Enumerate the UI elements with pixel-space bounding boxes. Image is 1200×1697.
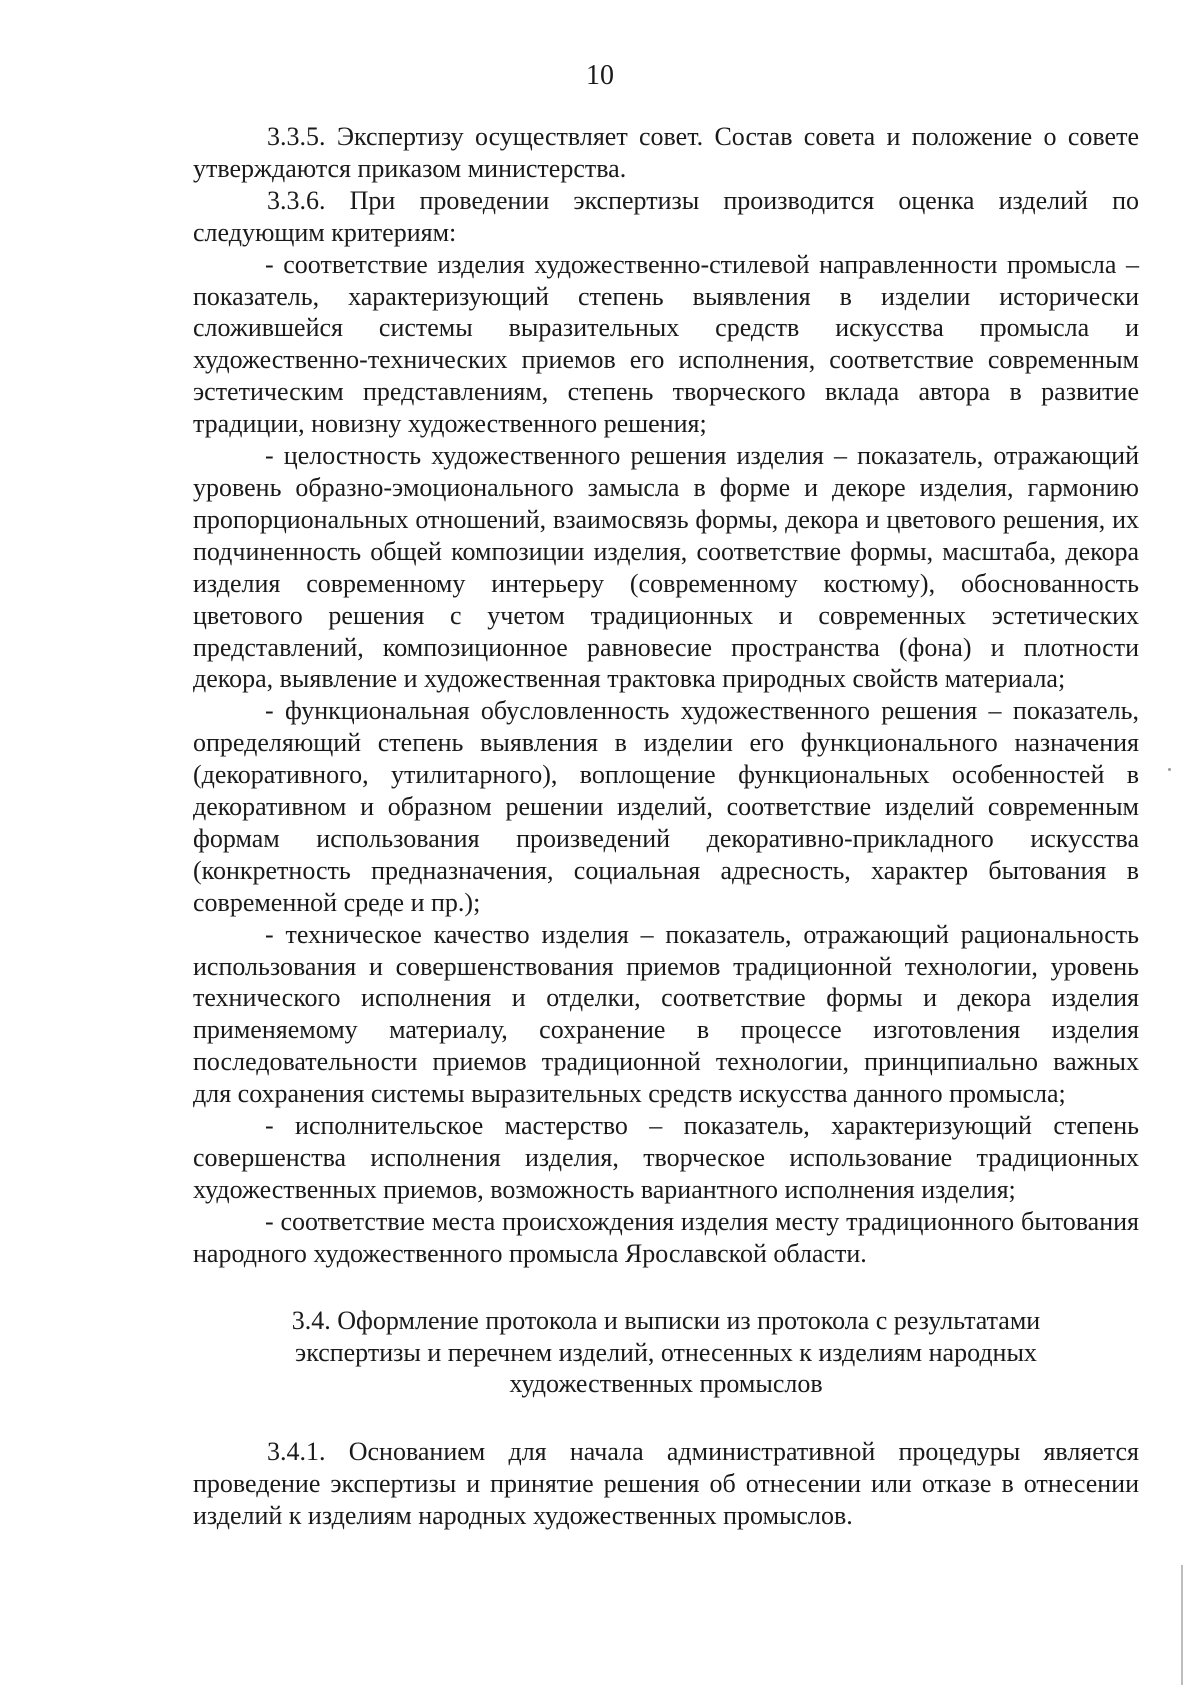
criterion-functional: - функциональная обусловленность художественного решения – показатель, определяющий степень выявления в изделии его функционального назначения (декоративного, утилитарного), воплощение функциональных особенностей в декоративном и образном решении изделий, соответствие изделий современным формам использования произведений декоративно-прикладного искусства (конкретность предназначения, социальная адресность, характер бытования в современной среде и пр.); [193, 696, 1139, 917]
document-body [193, 121, 1139, 1532]
page-number: 10 [586, 60, 614, 91]
criterion-integrity: - целостность художественного решения изделия – показатель, отражающий уровень образно-эмоционального замысла в форме и декоре изделия, гармонию пропорциональных отношений, взаимосвязь формы, декора и цветового решения, их подчиненность общей композиции изделия, соответствие формы, масштаба, декора изделия современному интерьеру (современному костюму), обоснованность цветового решения с учетом традиционных и современных эстетических представлений, композиционное равновесие пространства (фона) и плотности декора, выявление и художественная трактовка природных свойств материала; [193, 441, 1139, 694]
scan-artifact-line [1181, 1565, 1183, 1685]
criterion-stylistic: - соответствие изделия художественно-стилевой направленности промысла – показатель, характеризующий степень выявления в изделии исторически сложившейся системы выразительных средств искусства промысла и художественно-технических приемов его исполнения, соответствие современным эстетическим представлениям, степень творческого вклада автора в развитие традиции, новизну художественного решения; [193, 249, 1139, 439]
scan-artifact-dot [1168, 768, 1171, 771]
criterion-mastery: - исполнительское мастерство – показатель, характеризующий степень совершенства исполнения изделия, творческое использование традиционных художественных приемов, возможность вариантного исполнения изделия; [193, 1111, 1139, 1204]
criterion-origin: - соответствие места происхождения изделия месту традиционного бытования народного художественного промысла Ярославской области. [193, 1206, 1139, 1268]
paragraph-3-3-5: 3.3.5. Экспертизу осуществляет совет. Состав совета и положение о совете утверждаются приказом министерства. [193, 122, 1139, 183]
criterion-technical: - техническое качество изделия – показатель, отражающий рациональность использования и совершенствования приемов традиционной технологии, уровень технического исполнения и отделки, соответствие формы и декора изделия применяемому материалу, сохранение в процессе изготовления изделия последовательности приемов традиционной технологии, принципиально важных для сохранения системы выразительных средств искусства данного промысла; [193, 919, 1139, 1109]
section-heading-3-4 [193, 1305, 1139, 1401]
section-heading-text: 3.4. Оформление протокола и выписки из протокола с результатами экспертизы и перечнем изделий, отнесенных к изделиям народных художественных промыслов [291, 1305, 1041, 1399]
paragraph-3-4-1: 3.4.1. Основанием для начала административной процедуры является проведение экспертизы и принятие решения об отнесении или отказе в отнесении изделий к изделиям народных художественных промыслов. [193, 1437, 1139, 1531]
paragraph-3-3-6: 3.3.6. При проведении экспертизы производится оценка изделий по следующим критериям: [193, 185, 1139, 247]
